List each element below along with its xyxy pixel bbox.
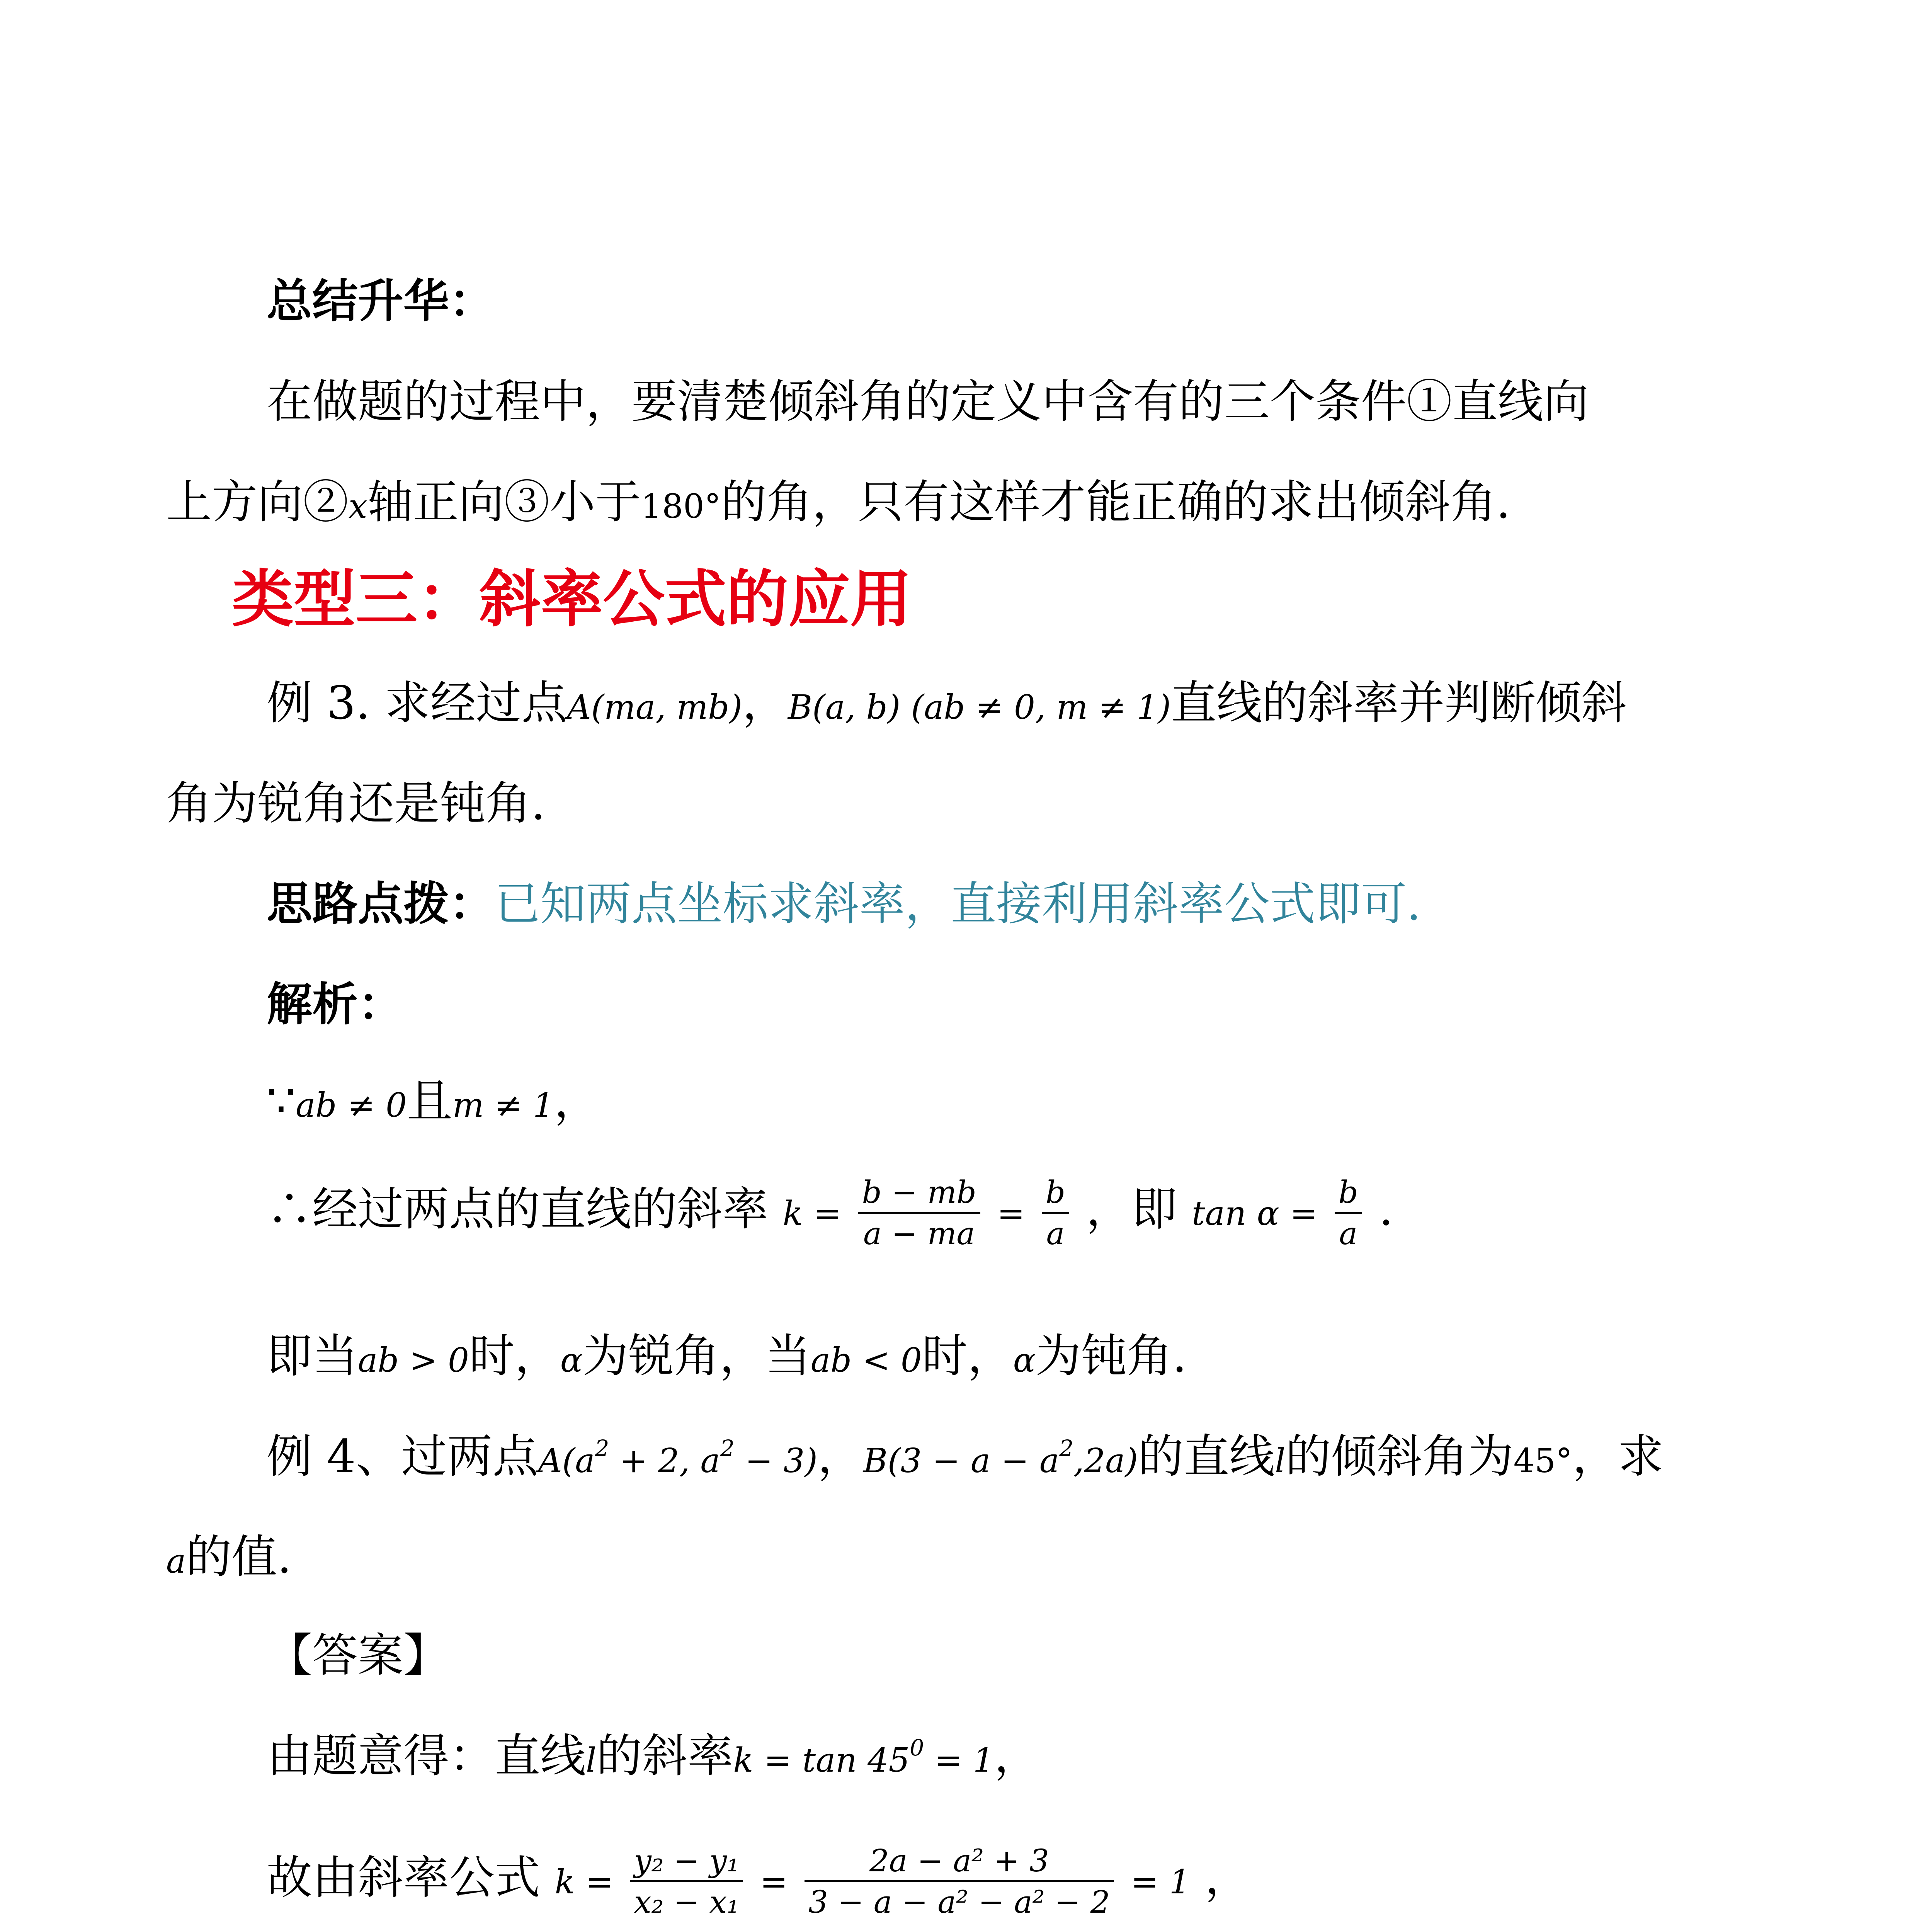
point-b: B(a, b) (ab ≠ 0, m ≠ 1): [788, 688, 1171, 727]
summary-title: 总结升华：: [267, 274, 495, 328]
answer-label: 【答案】: [267, 1629, 449, 1682]
answer-slope-formula: 故由斜率公式 k = $\frac{\text{y₂ − y₁}}{\text{x₂ − x₁}}$ = $\frac{\text{2a − a² + 3}}{\text{3 − a − a² − a² − 2}}$ = 1 ，: [267, 1843, 1250, 1920]
example-4-line-2: a的值.: [166, 1530, 292, 1583]
hint-label: 思路点拨：: [267, 877, 495, 930]
fraction: $\frac{b}{a}$: [1335, 1175, 1362, 1252]
point-a: $A(a^2 + 2$, $a^2 - 3$): [538, 1435, 818, 1480]
example-4-line-1: 例 4、过两点$A(a^2 + 2$, $a^2 - 3$)，$B(3 - a - a^2,2a)$的直线l的倾斜角为45°，求: [267, 1430, 1664, 1483]
hint-text: 已知两点坐标求斜率，直接利用斜率公式即可.: [495, 877, 1421, 930]
summary-line-2: 上方向②x轴正向③小于180°的角，只有这样才能正确的求出倾斜角.: [166, 475, 1511, 529]
example-3-line-1: 例 3. 求经过点A(ma, mb)，B(a, b) (ab ≠ 0, m ≠ 1)直线的斜率并判断倾斜: [267, 676, 1627, 730]
analysis-because: ∵ab ≠ 0且m ≠ 1，: [267, 1074, 600, 1128]
section-heading: 类型三：斜率公式的应用: [232, 563, 912, 635]
fraction: $\frac{\text{2a − a² + 3}}{\text{3 − a − a² − a² − 2}}$: [805, 1843, 1114, 1920]
hint-1: [267, 877, 1421, 930]
fraction: $\frac{b - mb}{a - ma}$: [858, 1175, 980, 1252]
answer-line-1: 由题意得：直线l的斜率$k = \tan 45^0 = 1$，: [267, 1729, 1040, 1782]
analysis-slope-formula: ∴经过两点的直线的斜率 k = $\frac{b - mb}{a - ma}$ = $\frac{b}{a}$ ，即 tan α = $\frac{b}{a}$ .: [267, 1174, 1393, 1252]
fraction: $\frac{\text{y₂ − y₁}}{\text{x₂ − x₁}}$: [630, 1843, 743, 1920]
analysis-conclusion: 即当ab > 0时，α为锐角，当ab < 0时，α为钝角.: [267, 1329, 1187, 1383]
analysis-label: 解析：: [267, 977, 404, 1031]
summary-line-1: 在做题的过程中，要清楚倾斜角的定义中含有的三个条件①直线向: [267, 375, 1589, 428]
point-a: A(ma, mb): [567, 688, 742, 727]
point-b: $B(3 - a - a^2,2a)$: [863, 1435, 1138, 1480]
example-3-line-2: 角为锐角还是钝角.: [166, 777, 546, 830]
fraction: $\frac{b}{a}$: [1042, 1175, 1069, 1252]
